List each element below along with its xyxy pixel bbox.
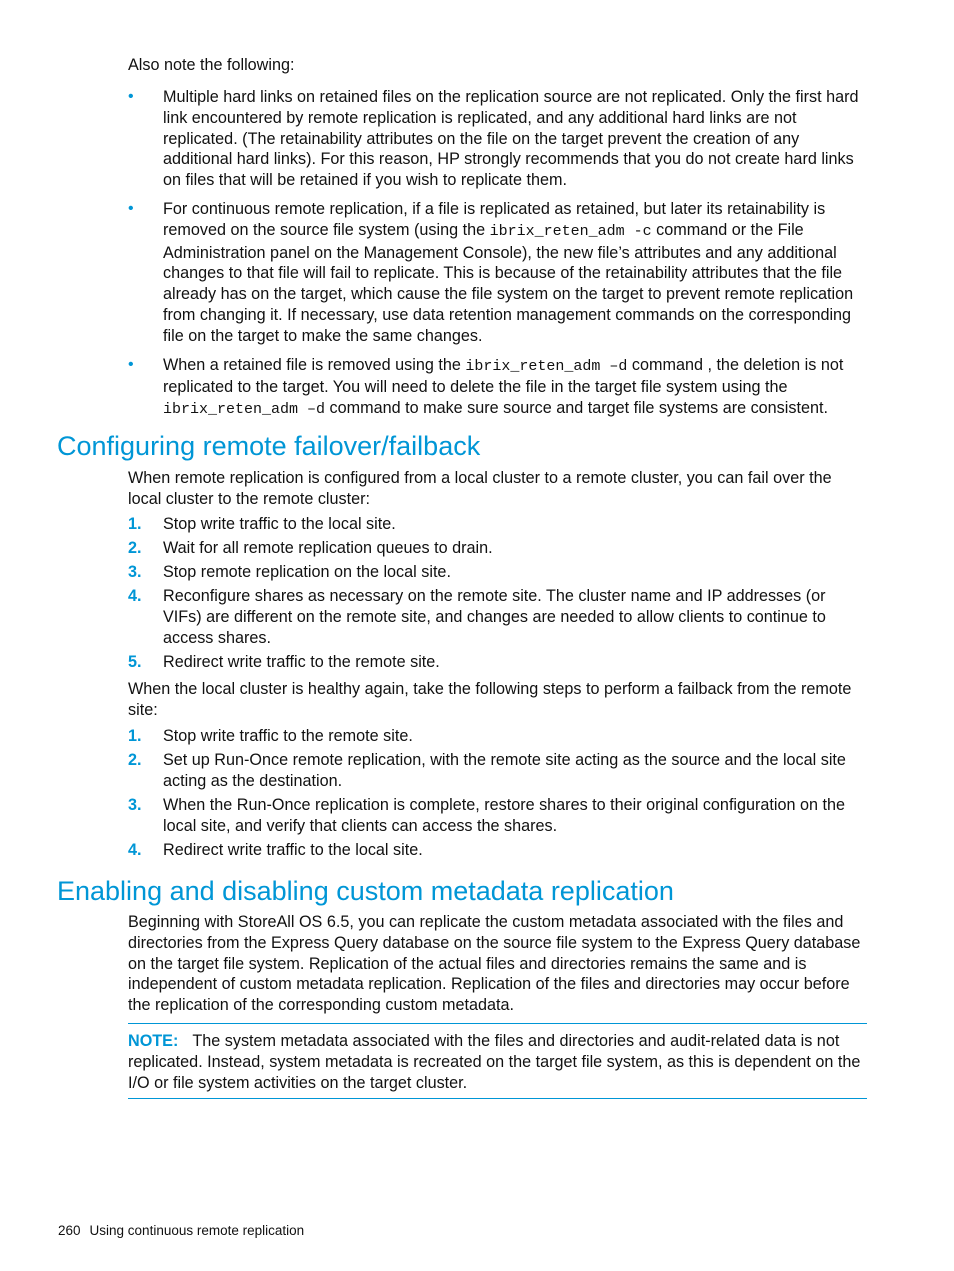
bullet-item xyxy=(128,199,868,347)
failover-step xyxy=(128,514,868,535)
bullet-text: command , the deletion is not replicated to the target. You will need to delete the file in the target file system using the xyxy=(163,355,844,397)
step-number: 1. xyxy=(128,515,142,533)
footer-section-title: Using continuous remote replication xyxy=(89,1223,305,1238)
bullet-item xyxy=(128,355,868,421)
section-heading-metadata: Enabling and disabling custom metadata replication xyxy=(57,876,674,906)
note-box xyxy=(128,1023,867,1099)
note-label: NOTE: xyxy=(128,1032,179,1050)
bullet-text: When a retained file is removed using the xyxy=(163,355,466,374)
bullet-text: For continuous remote replication, if a file is replicated as retained, but later its retainability is removed on the source file system (using the xyxy=(163,199,826,239)
failover-step xyxy=(128,562,868,583)
step-number: 1. xyxy=(128,727,142,745)
metadata-paragraph: Beginning with StoreAll OS 6.5, you can replicate the custom metadata associated with the files and directories from the Express Query database on the source file system to the Express Query database on the target file system. Replication of the actual files and directories remains the same and is independent of custom metadata replication. Replication of the files and directories may occur before the replication of the corresponding custom metadata. xyxy=(128,913,861,1015)
failover-steps-list xyxy=(128,514,868,676)
failover-intro-paragraph: When remote replication is configured from a local cluster to a remote cluster, you can fail over the local cluster to the remote cluster: xyxy=(128,469,832,508)
step-text: Stop remote replication on the local site. xyxy=(163,562,451,581)
page-footer xyxy=(58,1222,304,1240)
code-snippet: ibrix_reten_adm –d xyxy=(163,401,326,419)
step-text: Redirect write traffic to the remote site. xyxy=(163,652,440,671)
step-number: 3. xyxy=(128,795,142,814)
step-number: 4. xyxy=(128,840,142,859)
bullet-item xyxy=(128,87,868,191)
step-text: Redirect write traffic to the local site. xyxy=(163,840,423,859)
bullet-text: Multiple hard links on retained files on the replication source are not replicated. Only the first hard link encountered by remote replication is replicated, and any additional hard links are not replicated. (The retainability attributes on the file on the target prevent the creation of any additional hard links). For this reason, HP strongly recommends that you do not create hard links on files that will be retained if you wish to replicate them. xyxy=(163,88,859,190)
note-text: The system metadata associated with the files and directories and audit-related data is not replicated. Instead, system metadata is recreated on the target file system, as this is dependent on the I/O or file system activities on the target cluster. xyxy=(128,1032,861,1092)
failback-step xyxy=(128,726,868,747)
code-snippet: ibrix_reten_adm -c xyxy=(489,222,652,240)
bullet-list xyxy=(128,87,868,429)
step-number: 2. xyxy=(128,750,142,769)
step-number: 4. xyxy=(128,586,142,605)
failback-step xyxy=(128,750,868,792)
bullet-dot-icon: • xyxy=(128,88,134,105)
bullet-dot-icon: • xyxy=(128,199,134,217)
step-text: When the Run-Once replication is complete, restore shares to their original configuration on the local site, and verify that clients can access the shares. xyxy=(163,795,846,835)
intro-text: Also note the following: xyxy=(128,56,295,74)
code-snippet: ibrix_reten_adm –d xyxy=(465,357,628,375)
failback-step xyxy=(128,795,868,837)
step-text: Reconfigure shares as necessary on the remote site. The cluster name and IP addresses (or VIFs) are different on the remote site, and changes are needed to allow clients to continue to access shares. xyxy=(163,586,826,647)
failback-intro-paragraph: When the local cluster is healthy again, take the following steps to perform a failback from the remote site: xyxy=(128,680,852,719)
bullet-text: command or the File Administration panel on the Management Console), the new file’s attributes and any additional changes to that file will fail to replicate. This is because of the retainability attributes that the file already has on the target, which cause the file system on the target to prevent remote replication from changing it. If necessary, use data retention management commands on the corresponding file on the target to make the same changes. xyxy=(163,220,854,345)
page-number: 260 xyxy=(58,1223,81,1238)
step-number: 5. xyxy=(128,652,142,671)
step-text: Set up Run-Once remote replication, with the remote site acting as the source and the local site acting as the destination. xyxy=(163,750,846,790)
step-text: Stop write traffic to the local site. xyxy=(163,515,396,533)
bullet-text: command to make sure source and target file systems are consistent. xyxy=(325,399,828,418)
step-number: 3. xyxy=(128,562,142,581)
failback-steps-list xyxy=(128,726,868,864)
failover-step xyxy=(128,586,868,648)
failover-step xyxy=(128,538,868,559)
bullet-dot-icon: • xyxy=(128,355,134,373)
failover-step xyxy=(128,652,868,673)
section-heading-failover: Configuring remote failover/failback xyxy=(57,431,481,461)
failback-step xyxy=(128,840,868,861)
step-number: 2. xyxy=(128,538,142,557)
step-text: Wait for all remote replication queues to drain. xyxy=(163,538,493,557)
step-text: Stop write traffic to the remote site. xyxy=(163,727,413,745)
